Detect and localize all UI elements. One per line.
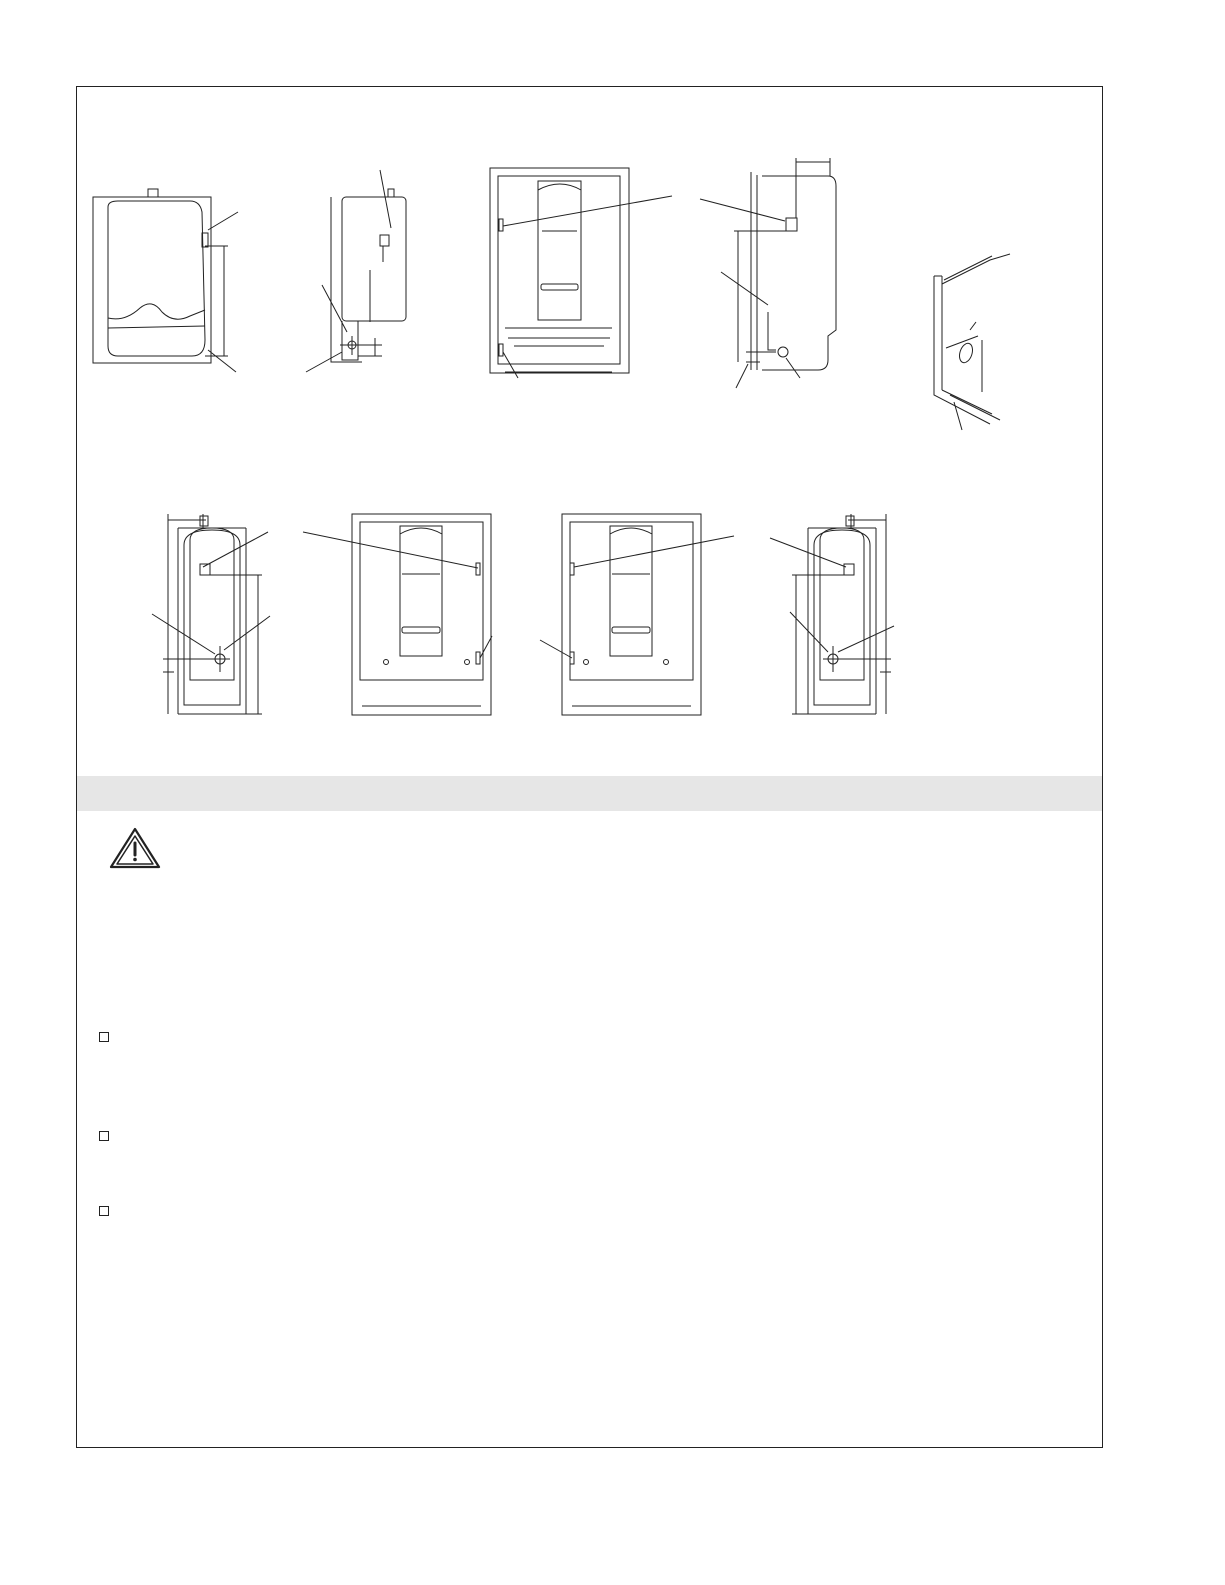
drawing-wall-opening [934, 254, 1010, 430]
installation-drawings [0, 0, 1225, 780]
drawing-side-view-1 [93, 189, 238, 372]
drawing-tub-side-left [152, 514, 270, 714]
warning-triangle-icon [108, 826, 162, 870]
drawing-valve-panel [306, 170, 406, 372]
drawing-tub-side-right [770, 514, 894, 714]
checklist-checkbox-2[interactable] [99, 1131, 109, 1141]
drawing-tub-front-2 [540, 514, 734, 715]
checklist-checkbox-1[interactable] [99, 1032, 109, 1042]
drawing-tub-front-1 [303, 514, 492, 715]
section-header-band [77, 776, 1102, 811]
checklist-checkbox-3[interactable] [99, 1206, 109, 1216]
drawing-side-view-2 [700, 158, 836, 388]
drawing-front-view-1 [490, 168, 672, 378]
